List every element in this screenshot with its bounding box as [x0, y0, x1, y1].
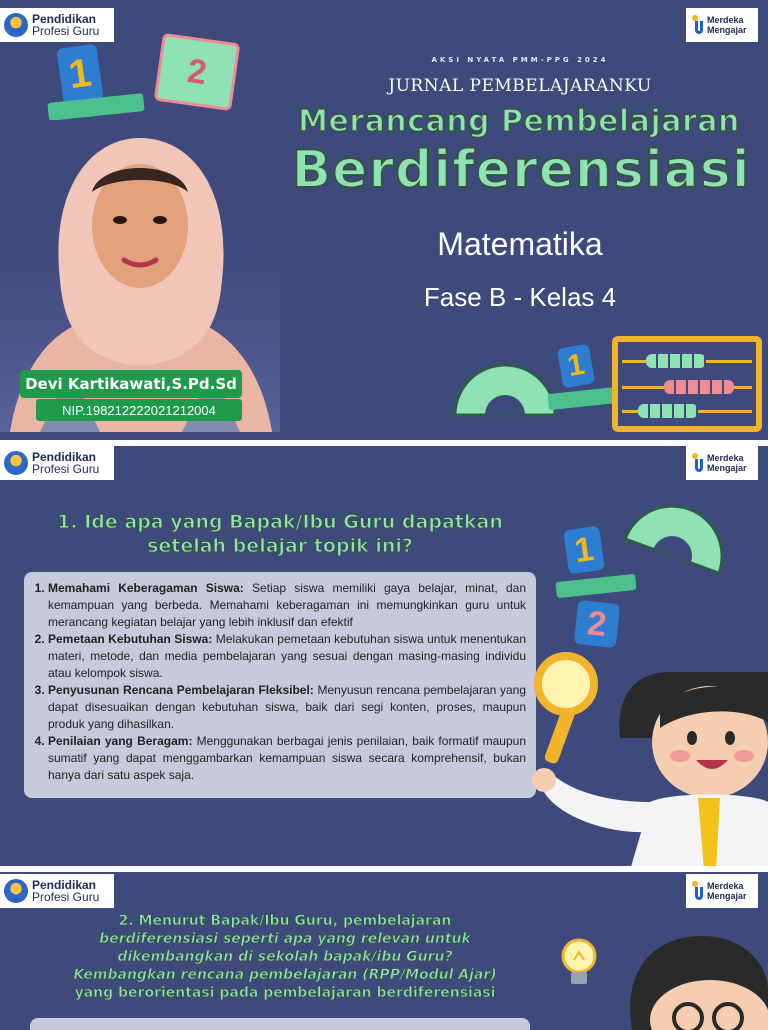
item-heading: Memahami Keberagaman Siswa:: [48, 581, 244, 595]
list-item: [48, 580, 526, 631]
answer-card: [24, 572, 536, 798]
pendidikan-profesi-guru-logo: [0, 446, 114, 480]
logo-text-line2: Profesi Guru: [32, 461, 100, 476]
tut-wuri-emblem-icon: [4, 13, 28, 37]
teacher-nip-badge: NIP.198212222021212004: [36, 399, 242, 421]
kicker-text: AKSI NYATA PMM-PPG 2024: [431, 56, 609, 64]
list-item: [48, 733, 526, 784]
fraction-cube-icon: 1: [557, 344, 595, 389]
merdeka-mengajar-mark-icon: [692, 15, 704, 35]
item-text: Setiap siswa memiliki gaya belajar, minat, dan kemampuan yang berbeda. Memahami keberagaman ini memungkinkan guru untuk merancang kegiatan belajar yang lebih inklusif dan efektif: [48, 581, 526, 629]
mm-text-line1: Merdeka: [707, 15, 744, 25]
question-1-line1: 1. Ide apa yang Bapak/Ibu Guru dapatkan: [57, 511, 503, 533]
mm-text-line2: Mengajar: [707, 463, 747, 473]
item-heading: Penilaian yang Beragam:: [48, 734, 193, 748]
number-cube-2: [154, 33, 241, 111]
title-line2: Berdiferensiasi: [291, 140, 751, 200]
subject-title: Matematika: [437, 226, 603, 262]
question-1-line2: setelah belajar topik ini?: [147, 535, 413, 557]
question-2-line4: Kembangkan rencana pembelajaran (RPP/Modul Ajar): [73, 967, 497, 983]
cube-label: 2: [585, 603, 609, 644]
item-text: Melakukan pemetaan kebutuhan siswa untuk menentukan materi, metode, dan media pembelajaran yang sesuai dengan masing-masing individu atau kelompok siswa.: [48, 632, 526, 680]
tut-wuri-emblem-icon: [4, 879, 28, 903]
answer-card-2: [30, 1018, 530, 1030]
list-item: [48, 631, 526, 682]
pendidikan-profesi-guru-logo: [0, 874, 114, 908]
list-item: [48, 682, 526, 733]
student-glasses-illustration: [612, 932, 768, 1030]
cube-label: 1: [65, 50, 95, 97]
answer-list: [32, 580, 526, 784]
journal-title: JURNAL PEMBELAJARANKU: [388, 76, 652, 96]
cover-slide: [0, 0, 768, 432]
lightbulb-icon: [556, 934, 602, 994]
question-2-line1: 2. Menurut Bapak/Ibu Guru, pembelajaran: [118, 913, 452, 929]
student-with-magnifier-illustration: [520, 642, 768, 870]
question-1-title: [10, 510, 550, 558]
logo-text-line1: Pendidikan: [32, 449, 97, 464]
fraction-numerator-cube: [563, 526, 605, 575]
teacher-name-badge: Devi Kartikawati,S.Pd.Sd: [20, 370, 242, 398]
merdeka-mengajar-logo: [686, 8, 758, 42]
abacus-icon: [612, 336, 762, 432]
logo-text-line2: Profesi Guru: [32, 889, 100, 904]
mm-text-line1: Merdeka: [707, 453, 744, 463]
number-cube-1: [56, 43, 103, 104]
logo-text-line2: Profesi Guru: [32, 23, 100, 38]
logo-text-line1: Pendidikan: [32, 877, 97, 892]
item-text: Menggunakan berbagai jenis penilaian, baik formatif maupun sumatif yang dapat menggambarkan kemampuan siswa secara komprehensif, bukan hanya dari satu aspek saja.: [48, 734, 526, 782]
merdeka-mengajar-mark-icon: [692, 881, 704, 901]
mm-text-line2: Mengajar: [707, 25, 747, 35]
fraction-bar-icon: [47, 93, 144, 121]
merdeka-mengajar-logo: [686, 874, 758, 908]
title-line1: Merancang Pembelajaran: [298, 104, 740, 139]
mm-text-line2: Mengajar: [707, 891, 747, 901]
reflection-slide-2: [0, 866, 768, 1030]
phase-title: Fase B - Kelas 4: [423, 282, 617, 312]
protractor-icon: [618, 471, 747, 580]
item-heading: Penyusunan Rencana Pembelajaran Fleksibel:: [48, 683, 314, 697]
item-heading: Pemetaan Kebutuhan Siswa:: [48, 632, 213, 646]
question-2-line5: yang berorientasi pada pembelajaran berdiferensiasi: [74, 985, 496, 1001]
logo-text-line1: Pendidikan: [32, 11, 97, 26]
mm-text-line1: Merdeka: [707, 881, 744, 891]
cube-label: 2: [185, 51, 210, 92]
fraction-denominator-cube: [574, 600, 620, 648]
tut-wuri-emblem-icon: [4, 451, 28, 475]
pendidikan-profesi-guru-logo: [0, 8, 114, 42]
cube-label: 1: [571, 529, 596, 570]
question-2-line3: dikembangkan di sekolah bapak/ibu Guru?: [117, 949, 453, 965]
merdeka-mengajar-logo: [686, 446, 758, 480]
reflection-slide-1: [0, 440, 768, 870]
question-2-line2: berdiferensiasi seperti apa yang relevan untuk: [99, 931, 471, 947]
merdeka-mengajar-mark-icon: [692, 453, 704, 473]
item-text: Menyusun rencana pembelajaran yang dapat disesuaikan dengan kebutuhan siswa, baik dari segi konten, proses, maupun produk yang dihasilkan.: [48, 683, 526, 731]
question-2-title: [20, 912, 550, 1002]
protractor-icon: [450, 350, 560, 420]
fraction-bar-icon: [555, 574, 636, 598]
